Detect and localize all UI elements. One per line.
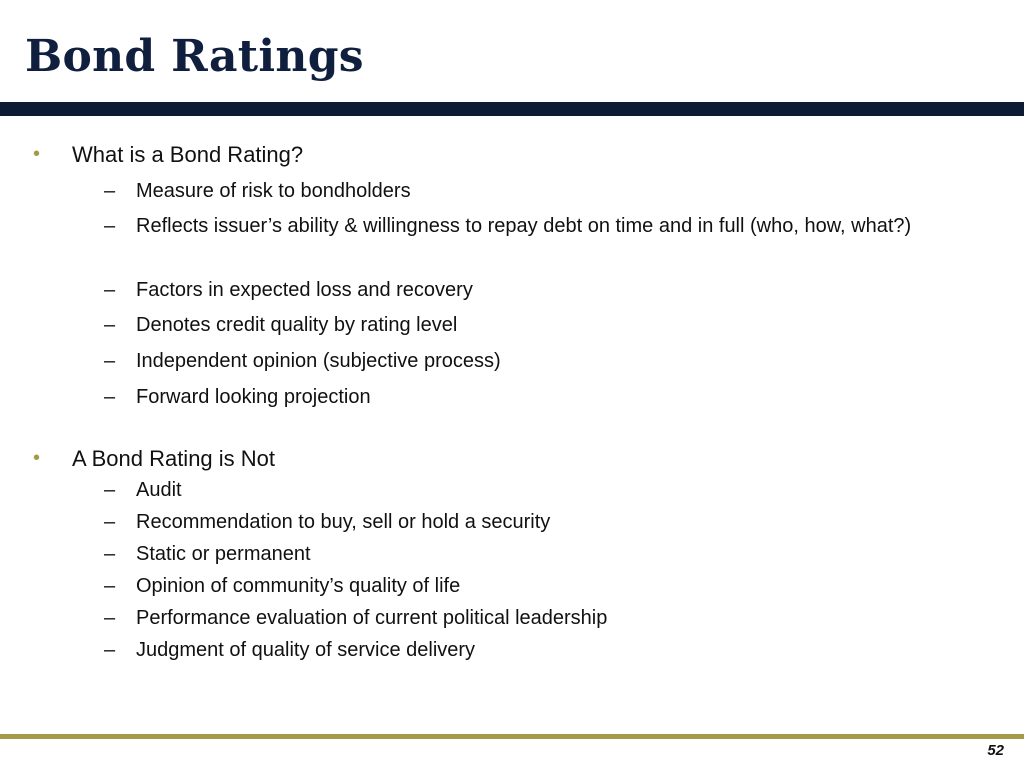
page-number: 52: [987, 742, 1004, 759]
sub-item-text: Factors in expected loss and recovery: [136, 279, 473, 301]
sub-item-text: Reflects issuer’s ability & willingness to repay debt on time and in full (who, how, what?): [136, 215, 912, 237]
sub-item-text: Forward looking projection: [136, 386, 371, 408]
sub-item-text: Judgment of quality of service delivery: [136, 639, 476, 661]
dash-icon: –: [104, 350, 116, 372]
bullet-dot-icon: •: [33, 143, 41, 165]
title-divider: [0, 102, 1024, 116]
dash-icon: –: [104, 479, 116, 501]
dash-icon: –: [104, 279, 116, 301]
dash-icon: –: [104, 511, 116, 533]
sub-item-text: Measure of risk to bondholders: [136, 180, 411, 202]
sub-item-text: Static or permanent: [136, 543, 311, 565]
sub-item-text: Opinion of community’s quality of life: [136, 575, 461, 597]
footer-divider: [0, 734, 1024, 739]
bullet-heading: A Bond Rating is Not: [72, 446, 276, 471]
sub-item-text: Independent opinion (subjective process): [136, 350, 501, 372]
dash-icon: –: [104, 215, 116, 237]
sub-item-text: Denotes credit quality by rating level: [136, 314, 458, 336]
dash-icon: –: [104, 386, 116, 408]
dash-icon: –: [104, 180, 116, 202]
dash-icon: –: [104, 607, 116, 629]
page-title: Bond Ratings: [25, 31, 364, 82]
dash-icon: –: [104, 314, 116, 336]
dash-icon: –: [104, 639, 116, 661]
sub-item-text: Performance evaluation of current political leadership: [136, 607, 608, 629]
dash-icon: –: [104, 543, 116, 565]
bullet-heading: What is a Bond Rating?: [72, 142, 304, 167]
bullet-dot-icon: •: [33, 447, 41, 469]
sub-item-text: Audit: [136, 479, 182, 501]
dash-icon: –: [104, 575, 116, 597]
sub-item-text: Recommendation to buy, sell or hold a security: [136, 511, 551, 533]
